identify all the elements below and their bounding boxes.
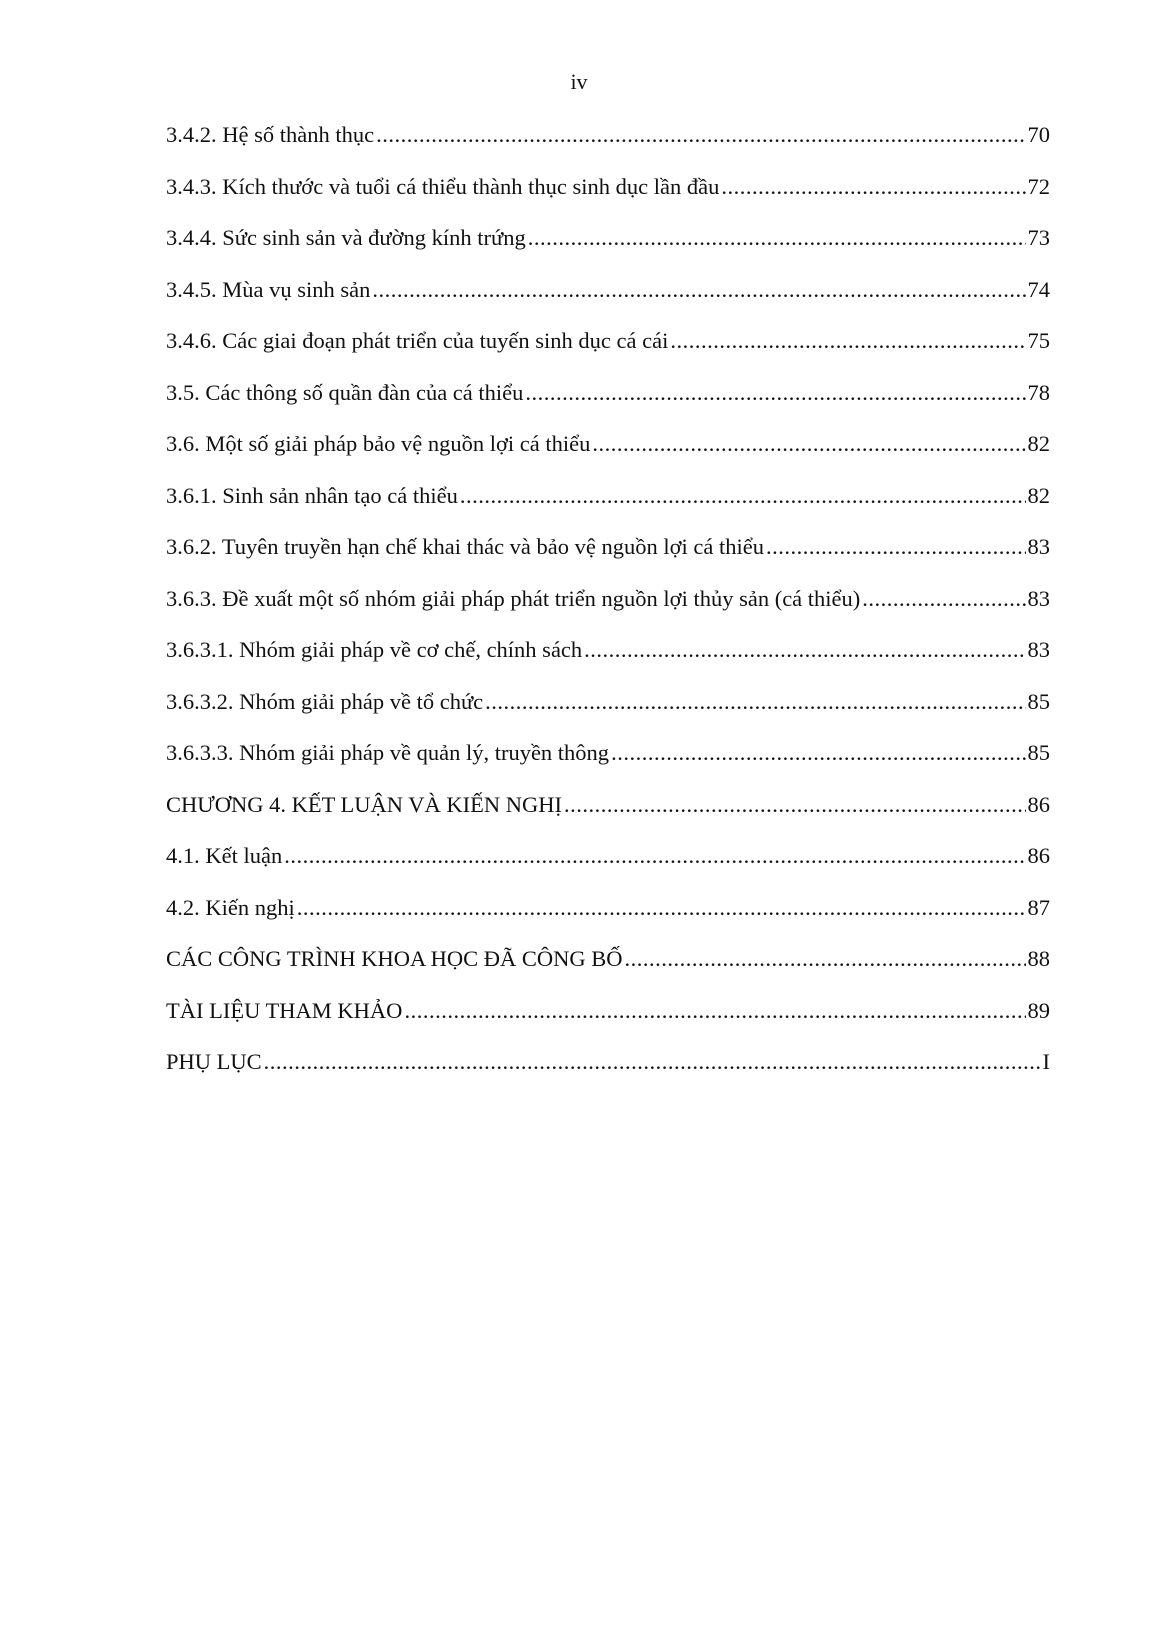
toc-entry[interactable] xyxy=(166,633,1050,685)
toc-entry-page: 74 xyxy=(1027,276,1050,302)
toc-dot-leader xyxy=(766,530,1025,564)
toc-entry-title: CHƯƠNG 4. KẾT LUẬN VÀ KIẾN NGHỊ xyxy=(166,791,562,817)
toc-dot-leader xyxy=(564,788,1026,822)
toc-dot-leader xyxy=(372,273,1025,307)
toc-entry[interactable] xyxy=(166,736,1050,788)
toc-entry-title: 3.4.4. Sức sinh sản và đường kính trứng xyxy=(166,225,526,250)
toc-entry-title: CÁC CÔNG TRÌNH KHOA HỌC ĐÃ CÔNG BỐ xyxy=(166,946,623,971)
toc-entry[interactable] xyxy=(166,891,1050,943)
toc-entry-page: 72 xyxy=(1027,173,1050,199)
toc-entry-title: 3.4.5. Mùa vụ sinh sản xyxy=(166,276,371,302)
toc-dot-leader xyxy=(862,582,1025,616)
toc-dot-leader xyxy=(528,221,1026,255)
toc-dot-leader xyxy=(721,170,1025,204)
toc-entry[interactable] xyxy=(166,479,1050,531)
toc-entry-page: 82 xyxy=(1027,482,1050,508)
toc-dot-leader xyxy=(264,1045,1041,1079)
toc-entry-page: 86 xyxy=(1027,791,1050,817)
toc-entry[interactable] xyxy=(166,221,1050,273)
toc-dot-leader xyxy=(376,118,1025,152)
toc-entry-title: 3.6. Một số giải pháp bảo vệ nguồn lợi cá thiểu xyxy=(166,431,591,456)
toc-entry-title: 3.6.3. Đề xuất một số nhóm giải pháp phát triển nguồn lợi thủy sản (cá thiểu) xyxy=(166,585,861,611)
toc-entry-page: 82 xyxy=(1027,431,1050,456)
toc-entry-page: 70 xyxy=(1027,122,1050,147)
toc-entry-title: 3.4.2. Hệ số thành thục xyxy=(166,122,375,147)
toc-dot-leader xyxy=(297,891,1026,925)
toc-entry[interactable] xyxy=(166,530,1050,582)
toc-entry-title: 4.1. Kết luận xyxy=(166,843,283,868)
toc-entry-page: 89 xyxy=(1027,997,1050,1023)
toc-entry[interactable] xyxy=(166,994,1050,1046)
toc-dot-leader xyxy=(460,479,1026,513)
toc-dot-leader xyxy=(485,685,1025,719)
toc-entry[interactable] xyxy=(166,427,1050,479)
toc-entry[interactable] xyxy=(166,942,1050,994)
toc-dot-leader xyxy=(625,942,1026,976)
toc-entry[interactable] xyxy=(166,839,1050,891)
toc-entry-title: 3.6.2. Tuyên truyền hạn chế khai thác và bảo vệ nguồn lợi cá thiểu xyxy=(166,534,765,559)
toc-dot-leader xyxy=(404,994,1025,1028)
toc-entry[interactable] xyxy=(166,582,1050,634)
toc-entry-page: 78 xyxy=(1027,379,1050,405)
toc-entry[interactable] xyxy=(166,324,1050,376)
toc-dot-leader xyxy=(284,839,1025,873)
table-of-contents xyxy=(166,118,1050,1097)
toc-entry-page: 85 xyxy=(1027,740,1050,765)
toc-entry-page: 85 xyxy=(1027,688,1050,714)
toc-entry-page: 83 xyxy=(1027,637,1050,662)
toc-entry-page: 75 xyxy=(1027,328,1050,353)
toc-entry-title: TÀI LIỆU THAM KHẢO xyxy=(166,997,403,1023)
toc-dot-leader xyxy=(670,324,1025,358)
toc-dot-leader xyxy=(525,376,1025,410)
toc-entry[interactable] xyxy=(166,685,1050,737)
toc-entry-title: 3.5. Các thông số quần đàn của cá thiểu xyxy=(166,379,524,405)
toc-entry[interactable] xyxy=(166,788,1050,840)
toc-dot-leader xyxy=(584,633,1025,667)
toc-entry-title: 3.4.6. Các giai đoạn phát triển của tuyến sinh dục cá cái xyxy=(166,328,669,353)
toc-entry-title: PHỤ LỤC xyxy=(166,1049,262,1074)
toc-entry-title: 3.6.3.3. Nhóm giải pháp về quản lý, truyền thông xyxy=(166,740,610,765)
toc-entry-page: 83 xyxy=(1027,534,1050,559)
toc-entry-page: 73 xyxy=(1027,225,1050,250)
toc-entry[interactable] xyxy=(166,170,1050,222)
toc-entry-title: 3.6.1. Sinh sản nhân tạo cá thiểu xyxy=(166,482,458,508)
toc-entry[interactable] xyxy=(166,273,1050,325)
toc-entry-page: 88 xyxy=(1027,946,1050,971)
toc-entry[interactable] xyxy=(166,118,1050,170)
toc-entry-title: 3.6.3.2. Nhóm giải pháp về tổ chức xyxy=(166,688,484,714)
toc-entry-title: 3.6.3.1. Nhóm giải pháp về cơ chế, chính sách xyxy=(166,637,583,662)
toc-entry-page: 86 xyxy=(1027,843,1050,868)
toc-entry-page: 83 xyxy=(1027,585,1050,611)
toc-entry[interactable] xyxy=(166,376,1050,428)
toc-dot-leader xyxy=(592,427,1025,461)
toc-entry-title: 3.4.3. Kích thước và tuổi cá thiểu thành thục sinh dục lần đầu xyxy=(166,173,720,199)
toc-entry-title: 4.2. Kiến nghị xyxy=(166,894,295,920)
toc-entry-page: I xyxy=(1042,1049,1050,1074)
toc-dot-leader xyxy=(611,736,1025,770)
toc-entry[interactable] xyxy=(166,1045,1050,1097)
page-number: iv xyxy=(570,69,588,94)
toc-entry-page: 87 xyxy=(1027,894,1050,920)
